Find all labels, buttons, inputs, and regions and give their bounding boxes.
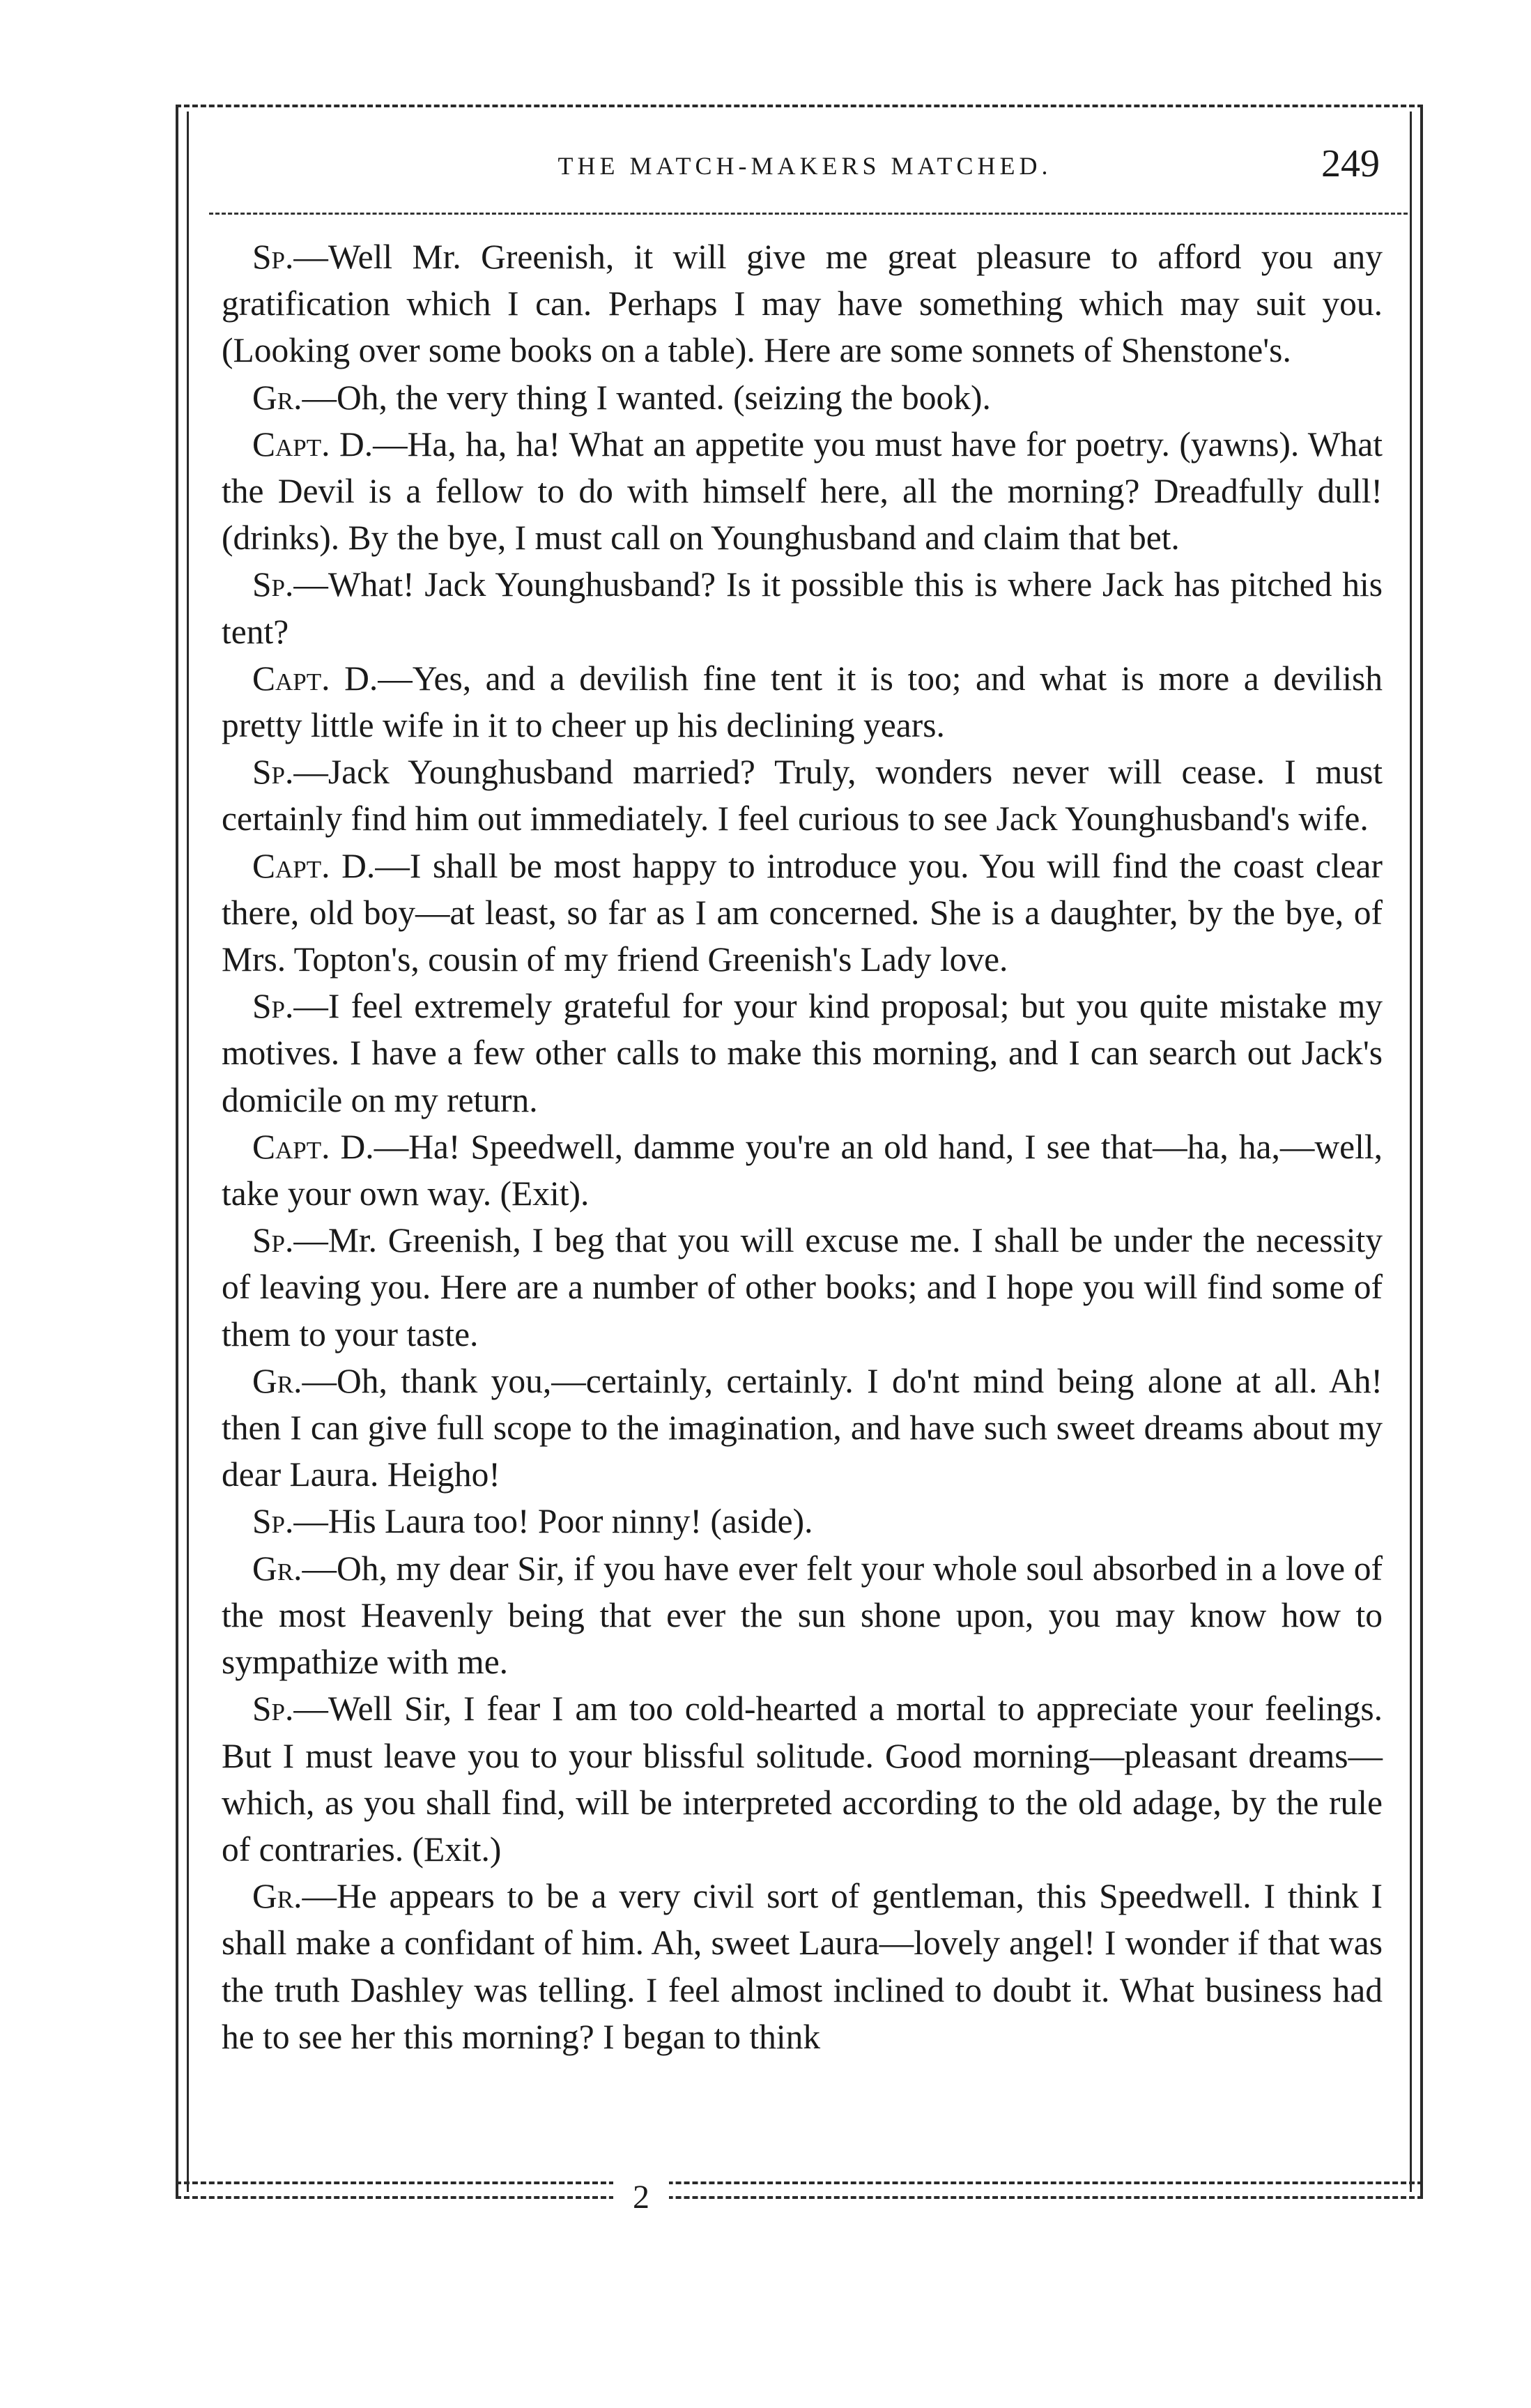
dialogue-paragraph xyxy=(222,983,1383,1124)
dialogue-text: —His Laura too! Poor ninny! (aside). xyxy=(293,1502,813,1541)
dialogue-text: —He appears to be a very civil sort of gentleman, this Speedwell. I think I shall make a confidant of him. Ah, sweet Laura—lovely angel! I wonder if that was the truth Dashley was telling. I feel almost inclined to doubt it. What business had he to see her this morning? I began to think xyxy=(222,1877,1383,2056)
speaker-name: Sp. xyxy=(252,565,294,604)
speaker-name: Sp. xyxy=(252,753,294,792)
speaker-name: Gr. xyxy=(252,1361,302,1400)
dialogue-text: —Jack Younghusband married? Truly, wonders never will cease. I must certainly find him out immediately. I feel curious to see Jack Younghusband's wife. xyxy=(222,753,1383,838)
dialogue-paragraph xyxy=(222,421,1383,562)
speaker-name: Gr. xyxy=(252,1549,302,1588)
speaker-name: Sp. xyxy=(252,238,294,276)
dialogue-paragraph xyxy=(222,1358,1383,1498)
dialogue-text: —Well Sir, I fear I am too cold-hearted a mortal to appreciate your feelings. But I must leave you to your blissful solitude. Good morning—pleasant dreams—which, as you shall find, will be interpreted according to the old adage, by the rule of contraries. (Exit.) xyxy=(222,1689,1383,1869)
speaker-name: Gr. xyxy=(252,1877,302,1916)
dialogue-paragraph xyxy=(222,843,1383,983)
speaker-name: Sp. xyxy=(252,1502,294,1541)
signature-mark: 2 xyxy=(613,2178,669,2216)
dialogue-paragraph xyxy=(222,233,1383,374)
dialogue-paragraph xyxy=(222,1545,1383,1686)
dialogue-paragraph xyxy=(222,1685,1383,1873)
dialogue-paragraph xyxy=(222,1498,1383,1544)
page-header xyxy=(230,136,1380,199)
speaker-name: Sp. xyxy=(252,987,294,1026)
dialogue-paragraph xyxy=(222,561,1383,654)
dialogue-text: —Ha! Speedwell, damme you're an old hand, I see that—ha, ha,—well, take your own way. (Exit). xyxy=(222,1127,1383,1213)
speaker-name: Sp. xyxy=(252,1221,294,1260)
running-title: THE MATCH-MAKERS MATCHED. xyxy=(557,152,1052,180)
speaker-name: Capt. D. xyxy=(252,424,374,463)
header-rule xyxy=(209,213,1408,215)
dialogue-text: —What! Jack Younghusband? Is it possible this is where Jack has pitched his tent? xyxy=(222,565,1383,651)
dialogue-text: —Yes, and a devilish fine tent it is too; and what is more a devilish pretty little wife in it to cheer up his declining years. xyxy=(222,659,1383,745)
dialogue-paragraph xyxy=(222,1124,1383,1217)
speaker-name: Sp. xyxy=(252,1689,294,1728)
speaker-name: Gr. xyxy=(252,378,302,417)
speaker-name: Capt. D. xyxy=(252,1127,374,1166)
dialogue-paragraph xyxy=(222,1873,1383,2060)
dialogue-paragraph xyxy=(222,655,1383,749)
dialogue-text: —Oh, my dear Sir, if you have ever felt your whole soul absorbed in a love of the most Heavenly being that ever the sun shone upon, you may know how to sympathize with me. xyxy=(222,1549,1383,1682)
dialogue-paragraph xyxy=(222,1217,1383,1358)
page-number: 249 xyxy=(1321,142,1380,185)
dialogue-text: —I feel extremely grateful for your kind proposal; but you quite mistake my motives. I have a few other calls to make this morning, and I can search out Jack's domicile on my return. xyxy=(222,987,1383,1119)
body-text xyxy=(222,233,1383,2060)
dialogue-paragraph xyxy=(222,749,1383,842)
dialogue-text: —Mr. Greenish, I beg that you will excuse me. I shall be under the necessity of leaving you. Here are a number of other books; and I hope you will find some of them to your taste. xyxy=(222,1221,1383,1353)
dialogue-text: —I shall be most happy to introduce you. You will find the coast clear there, old boy—at least, so far as I am concerned. She is a daughter, by the bye, of Mrs. Topton's, cousin of my friend Greenish's Lady love. xyxy=(222,846,1383,979)
speaker-name: Capt. D. xyxy=(252,846,376,885)
dialogue-text: —Oh, the very thing I wanted. (seizing the book). xyxy=(302,378,991,417)
dialogue-text: —Well Mr. Greenish, it will give me great pleasure to afford you any gratification which I can. Perhaps I may have something which may suit you. (Looking over some books on a table). Here are some sonnets of Shenstone's. xyxy=(222,238,1383,370)
dialogue-text: —Oh, thank you,—certainly, certainly. I do'nt mind being alone at all. Ah! then I can give full scope to the imagination, and have such sweet dreams about my dear Laura. Heigho! xyxy=(222,1361,1383,1494)
dialogue-text: —Ha, ha, ha! What an appetite you must have for poetry. (yawns). What the Devil is a fellow to do with himself here, all the morning? Dreadfully dull! (drinks). By the bye, I must call on Younghusband and claim that bet. xyxy=(222,424,1383,558)
speaker-name: Capt. D. xyxy=(252,659,378,698)
footer-rule xyxy=(176,2181,1423,2184)
dialogue-paragraph xyxy=(222,374,1383,421)
